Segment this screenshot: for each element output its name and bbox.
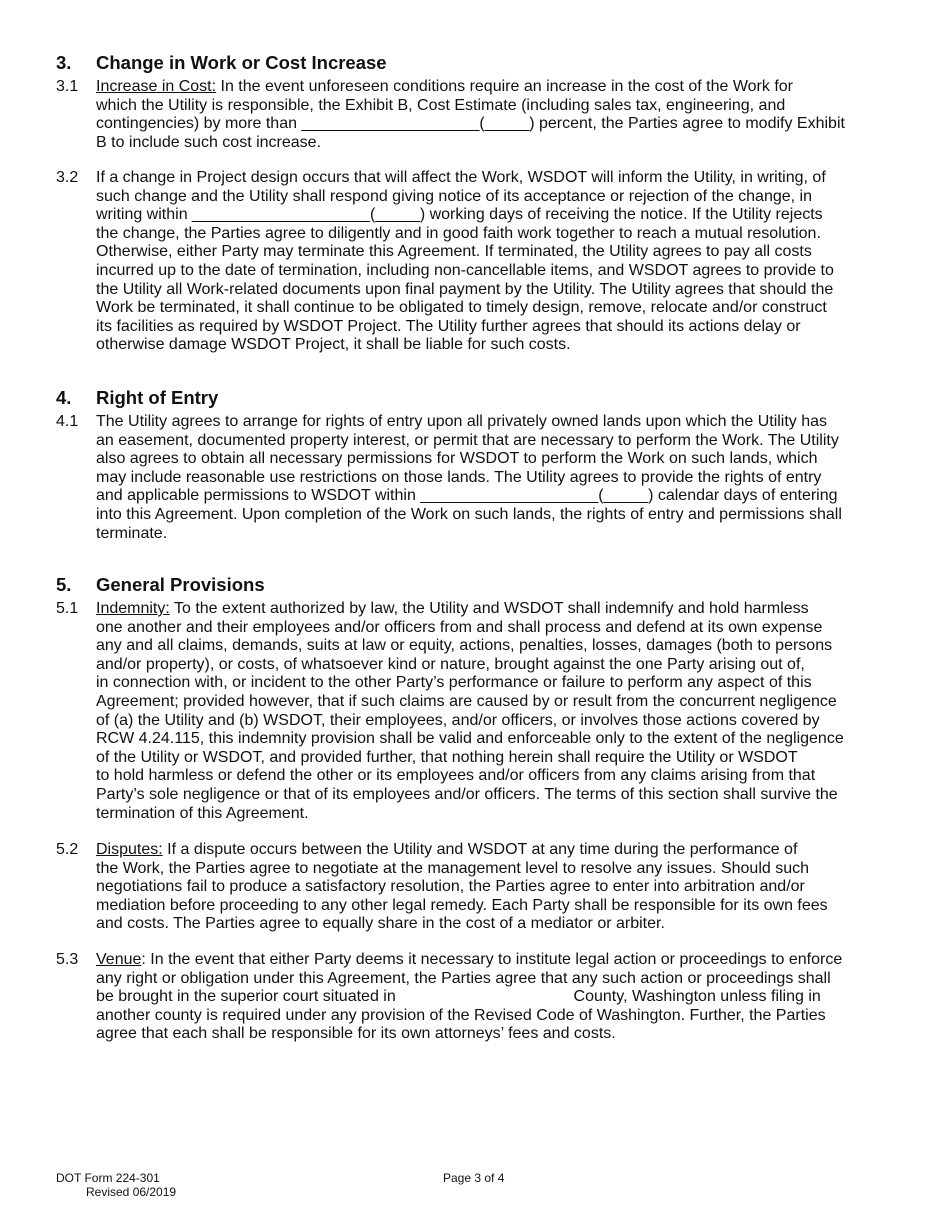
paragraph-line: Disputes: If a dispute occurs between the Utility and WSDOT at any time during the performance of: [96, 841, 798, 858]
paragraph-line: such change and the Utility shall respond giving notice of its acceptance or rejection of the change, in: [96, 187, 812, 205]
paragraph-heading: Increase in Cost:: [96, 78, 217, 95]
footer-form-number: DOT Form 224-301: [56, 1171, 160, 1185]
paragraph-heading: Indemnity:: [96, 600, 170, 617]
paragraph-line: its facilities as required by WSDOT Project. The Utility further agrees that should its actions delay or: [96, 317, 801, 335]
paragraph-line: negotiations fail to produce a satisfactory resolution, the Parties agree to enter into arbitration and/or: [96, 878, 805, 896]
paragraph-line: incurred up to the date of termination, including non-cancellable items, and WSDOT agrees to provide to: [96, 262, 834, 279]
paragraph-line: any right or obligation under this Agreement, the Parties agree that any such action or proceedings shall: [96, 969, 831, 987]
paragraph-heading: Venue: [96, 951, 142, 968]
paragraph-line: Indemnity: To the extent authorized by law, the Utility and WSDOT shall indemnify and hold harmless: [96, 600, 809, 617]
section-title: Right of Entry: [96, 387, 219, 408]
paragraph-line: of (a) the Utility and (b) WSDOT, their employees, and/or officers, or involves those actions covered by: [96, 711, 820, 729]
paragraph-heading: Disputes:: [96, 841, 163, 858]
paragraph-line: the change, the Parties agree to diligently and in good faith work together to reach a mutual resolution.: [96, 224, 821, 242]
paragraph-line: and applicable permissions to WSDOT within ____________________(_____) calendar days of entering: [96, 487, 838, 505]
paragraph-number: 3.1: [56, 78, 79, 95]
paragraph-line: in connection with, or incident to the other Party’s performance or failure to perform any aspect of this: [96, 674, 812, 692]
paragraph-line: Work be terminated, it shall continue to be obligated to timely design, remove, relocate and/or construct: [96, 299, 827, 317]
paragraph-number: 3.2: [56, 169, 79, 186]
paragraph-line: the Utility all Work-related documents upon final payment by the Utility. The Utility agrees that should the: [96, 280, 834, 298]
paragraph-line: be brought in the superior court situated in County, Washington unless filing in: [96, 988, 821, 1006]
footer-revised: Revised 06/2019: [86, 1185, 177, 1199]
paragraph-line: Venue: In the event that either Party deems it necessary to institute legal action or proceedings to enforce: [96, 951, 843, 968]
paragraph-line: which the Utility is responsible, the Exhibit B, Cost Estimate (including sales tax, engineering, and: [96, 96, 786, 114]
paragraph-number: 5.2: [56, 841, 79, 858]
section-number: 3.: [56, 52, 72, 73]
paragraph-line: RCW 4.24.115, this indemnity provision shall be valid and enforceable only to the extent of the negligence: [96, 730, 844, 748]
paragraph-line: contingencies) by more than ____________________(_____) percent, the Parties agree to modify Exhibit: [96, 115, 845, 133]
paragraph-line: and costs. The Parties agree to equally share in the cost of a mediator or arbiter.: [96, 915, 665, 933]
paragraph-line: of the Utility or WSDOT, and provided further, that nothing herein shall require the Utility or WSDOT: [96, 748, 798, 766]
paragraph-line: one another and their employees and/or officers from and shall process and defend at its own expense: [96, 618, 823, 636]
paragraph-line: the Work, the Parties agree to negotiate at the management level to resolve any issues. Should such: [96, 859, 810, 877]
paragraph-line: also agrees to obtain all necessary permissions for WSDOT to perform the Work on such lands, which: [96, 450, 818, 468]
paragraph-line: Agreement; provided however, that if such claims are caused by or result from the concurrent negligence: [96, 693, 837, 710]
section-title: Change in Work or Cost Increase: [96, 52, 387, 73]
paragraph-line: another county is required under any provision of the Revised Code of Washington. Further, the Parties: [96, 1006, 826, 1024]
paragraph-line: may include reasonable use restrictions on those lands. The Utility agrees to provide the rights of entry: [96, 468, 822, 486]
section-title: General Provisions: [96, 574, 265, 595]
paragraph-line: writing within ____________________(_____) working days of receiving the notice. If the Utility rejects: [96, 206, 823, 224]
paragraph-line: terminate.: [96, 524, 168, 542]
section-number: 5.: [56, 574, 72, 595]
paragraph-line: any and all claims, demands, suits at law or equity, actions, penalties, losses, damages (both to persons: [96, 637, 833, 655]
paragraph-line: into this Agreement. Upon completion of the Work on such lands, the rights of entry and permissions shall: [96, 506, 842, 523]
section-number: 4.: [56, 387, 72, 408]
section-heading: [56, 574, 265, 596]
paragraph-number: 5.3: [56, 951, 79, 968]
paragraph-line: Increase in Cost: In the event unforeseen conditions require an increase in the cost of the Work for: [96, 78, 793, 95]
paragraph-line: Party’s sole negligence or that of its employees and/or officers. The terms of this section shall survive the: [96, 786, 838, 803]
section-heading: [56, 387, 218, 409]
paragraph-line: The Utility agrees to arrange for rights of entry upon all privately owned lands upon which the Utility has: [96, 413, 828, 430]
paragraph-line: Otherwise, either Party may terminate this Agreement. If terminated, the Utility agrees to pay all costs: [96, 243, 812, 261]
paragraph-line: to hold harmless or defend the other or its employees and/or officers from any claims arising from that: [96, 767, 816, 785]
paragraph-line: agree that each shall be responsible for its own attorneys’ fees and costs.: [96, 1025, 616, 1043]
paragraph-line: mediation before proceeding to any other legal remedy. Each Party shall be responsible for its own fees: [96, 896, 828, 914]
footer-page-number: Page 3 of 4: [443, 1171, 505, 1185]
paragraph-number: 4.1: [56, 413, 79, 430]
paragraph-line: B to include such cost increase.: [96, 133, 322, 151]
paragraph-line: otherwise damage WSDOT Project, it shall be liable for such costs.: [96, 336, 571, 354]
section-heading: [56, 52, 387, 74]
paragraph-line: and/or property), or costs, of whatsoever kind or nature, brought against the one Party arising out of,: [96, 655, 805, 673]
paragraph-number: 5.1: [56, 600, 79, 617]
paragraph-line: an easement, documented property interest, or permit that are necessary to perform the Work. The Utility: [96, 431, 839, 449]
paragraph-line: If a change in Project design occurs that will affect the Work, WSDOT will inform the Utility, in writing, of: [96, 169, 826, 186]
paragraph-line: termination of this Agreement.: [96, 804, 309, 822]
